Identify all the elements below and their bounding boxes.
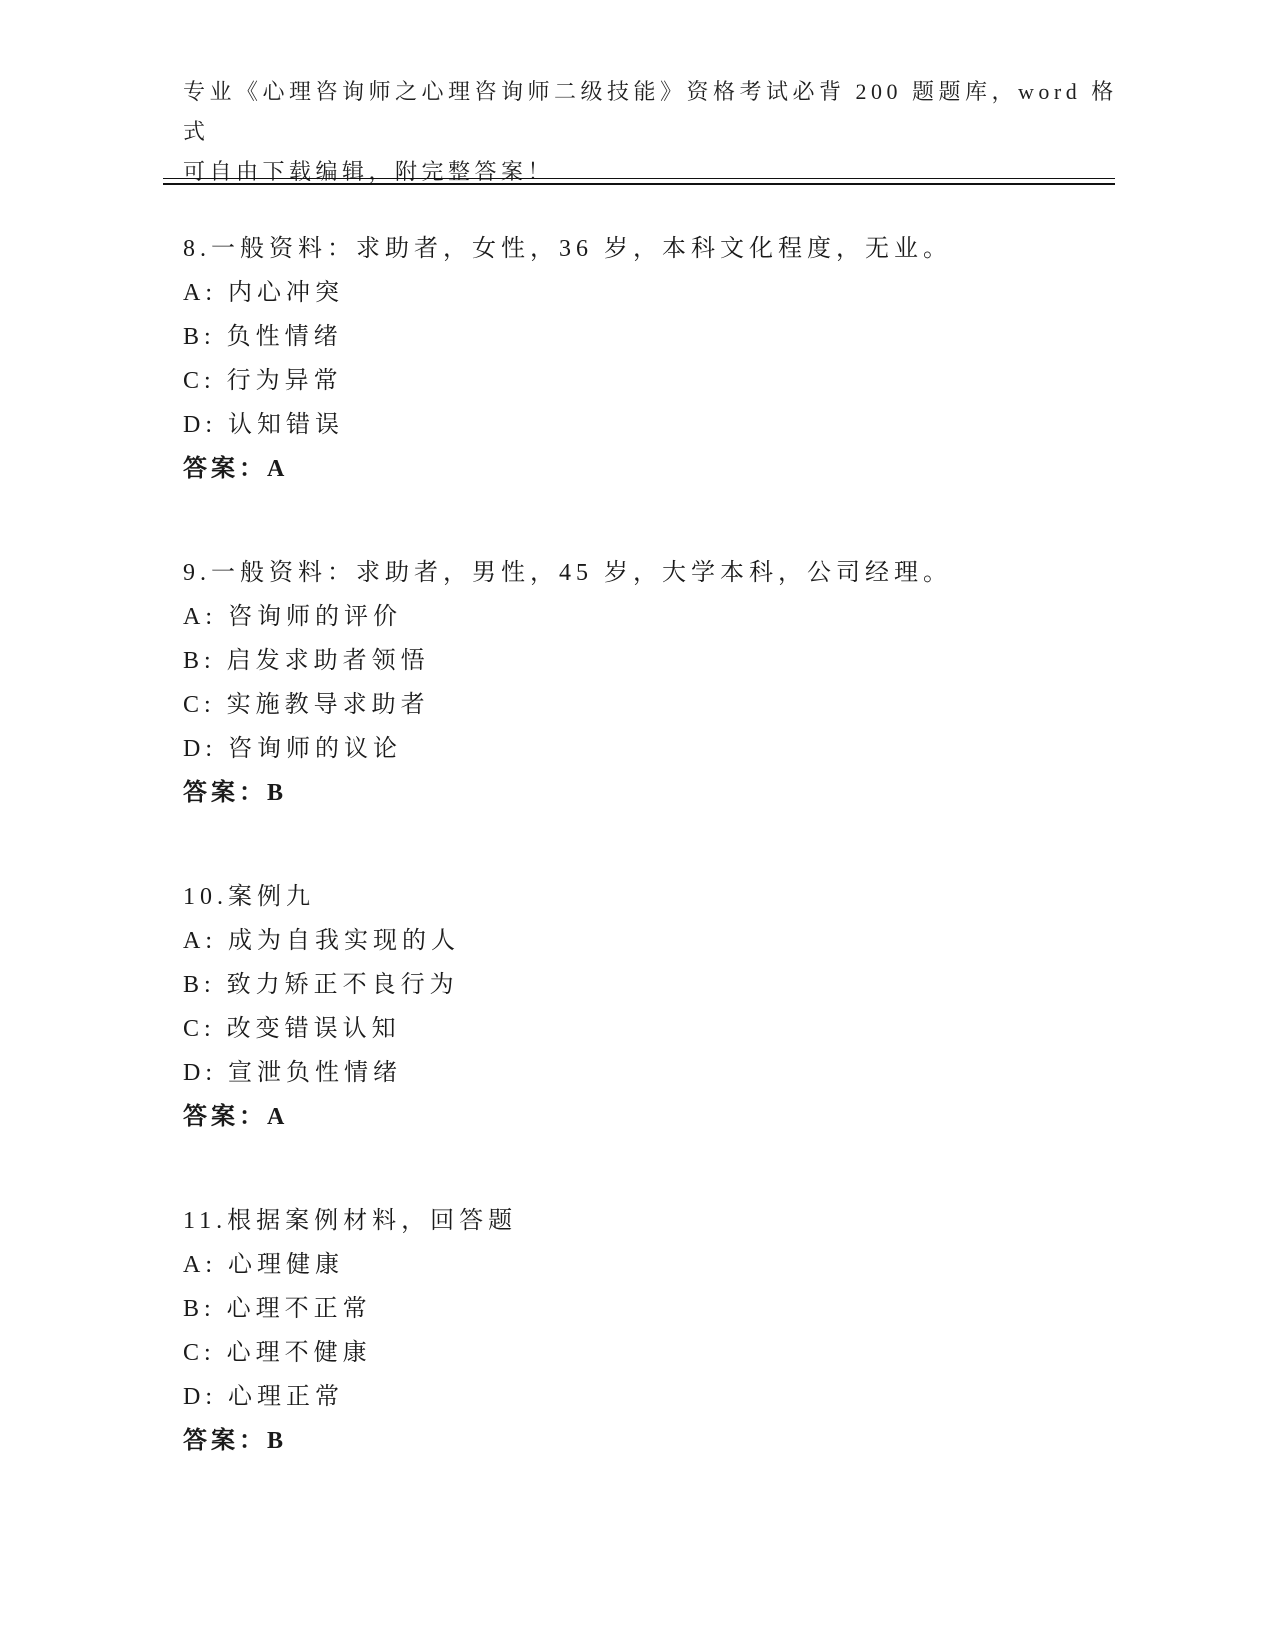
option-line: C: 实施教导求助者 — [183, 692, 430, 718]
questions-area — [183, 227, 1125, 1463]
option-line: D: 宣泄负性情绪 — [183, 1060, 402, 1086]
question-stem: 10.案例九 — [183, 884, 315, 910]
answer-line: 答案：B — [183, 780, 288, 806]
option-line: D: 认知错误 — [183, 412, 344, 438]
answer-line: 答案：A — [183, 1104, 289, 1130]
question-stem: 11.根据案例材料，回答题 — [183, 1208, 518, 1234]
page-header — [183, 72, 1125, 192]
option-line: C: 心理不健康 — [183, 1340, 372, 1366]
option-line: C: 改变错误认知 — [183, 1016, 401, 1042]
option-line: A: 内心冲突 — [183, 280, 344, 306]
option-line: B: 心理不正常 — [183, 1296, 372, 1322]
option-line: B: 启发求助者领悟 — [183, 648, 430, 674]
option-line: C: 行为异常 — [183, 368, 343, 394]
answer-line: 答案：B — [183, 1428, 288, 1454]
answer-line: 答案：A — [183, 456, 289, 482]
option-line: A: 咨询师的评价 — [183, 604, 402, 630]
header-line-2: 可自由下载编辑，附完整答案！ — [183, 159, 555, 184]
question-stem: 9.一般资料：求助者，男性，45 岁，大学本科，公司经理。 — [183, 560, 952, 586]
header-rule-divider — [163, 178, 1115, 185]
question-stem: 8.一般资料：求助者，女性，36 岁，本科文化程度，无业。 — [183, 236, 952, 262]
option-line: A: 心理健康 — [183, 1252, 344, 1278]
question-block — [183, 1199, 1125, 1463]
question-block — [183, 551, 1125, 815]
option-line: D: 咨询师的议论 — [183, 736, 402, 762]
header-line-1: 专业《心理咨询师之心理咨询师二级技能》资格考试必背 200 题题库，word 格式 — [183, 79, 1118, 144]
option-line: D: 心理正常 — [183, 1384, 344, 1410]
option-line: B: 负性情绪 — [183, 324, 343, 350]
question-block — [183, 875, 1125, 1139]
option-line: B: 致力矫正不良行为 — [183, 972, 459, 998]
question-block — [183, 227, 1125, 491]
option-line: A: 成为自我实现的人 — [183, 928, 460, 954]
